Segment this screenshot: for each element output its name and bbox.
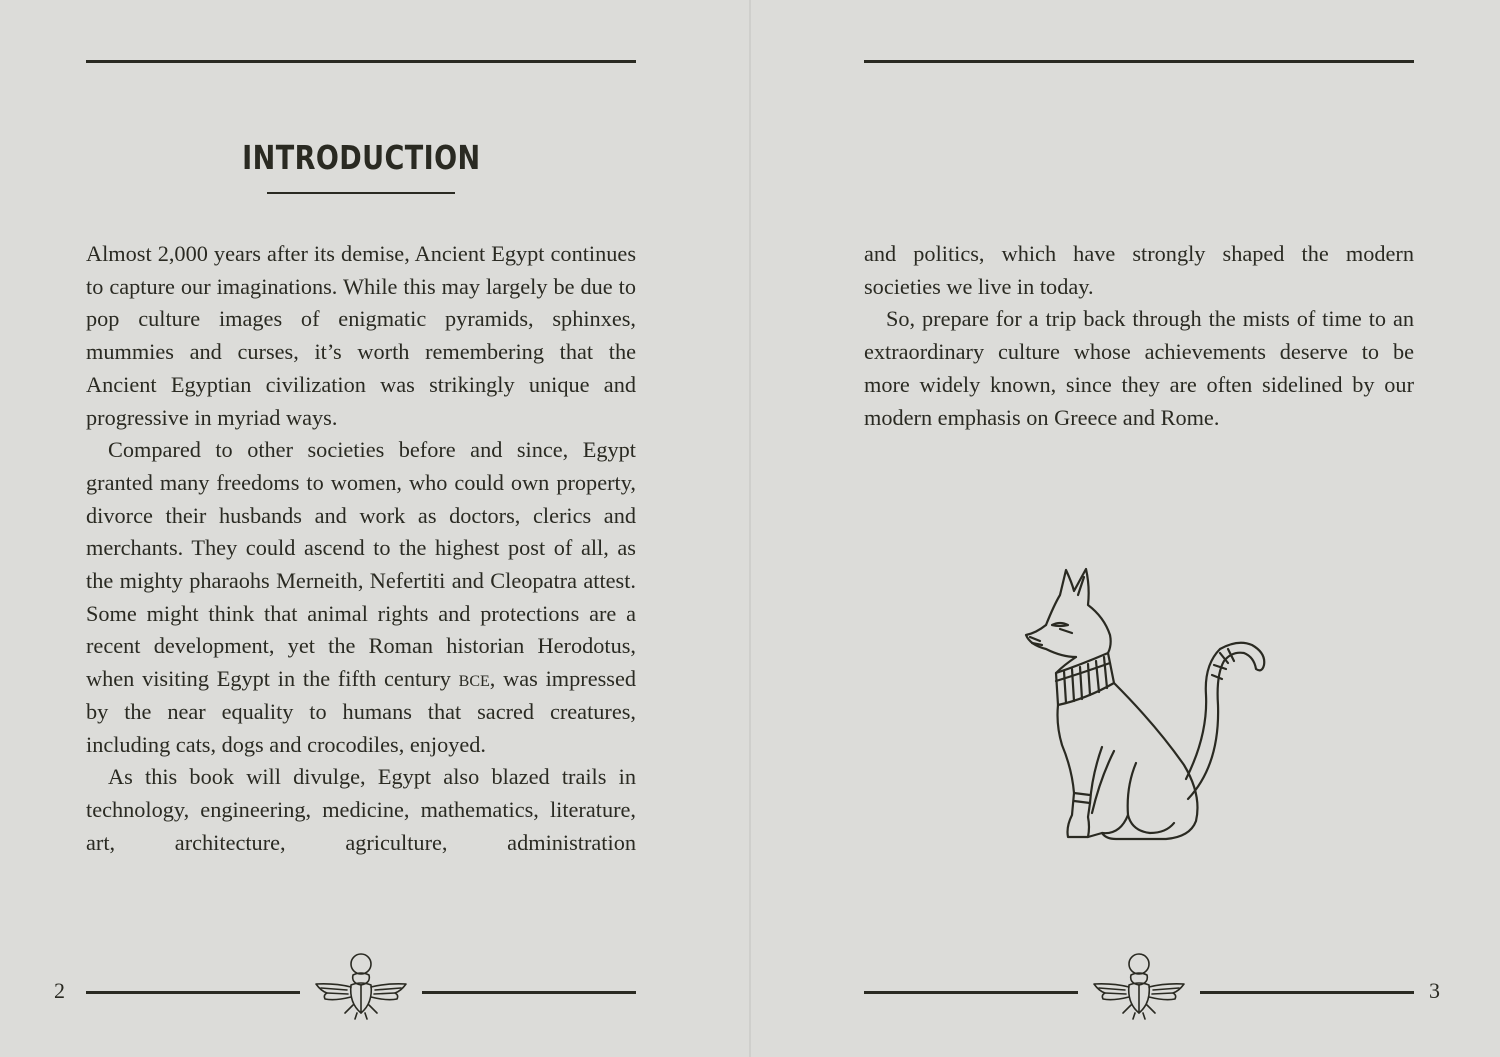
chapter-title: INTRODUCTION [241,138,481,177]
paragraph: and politics, which have strongly shaped the modern societies we live in today. [864,241,1414,299]
page-number: 2 [54,978,65,1003]
heading-underline [267,192,455,194]
footer-rule [422,991,636,994]
page-number: 3 [1429,978,1440,1003]
left-page [0,0,749,1057]
top-rule [86,60,636,63]
body-text-left [86,238,636,859]
chapter-heading [86,138,636,177]
paragraph: Compared to other societies before and since, Egypt granted many freedoms to women, who could own property, divorce their husbands and work as doctors, clerics and merchants. They could ascend to the highest post of all, as the mighty pharaohs Merneith, Nefertiti and Cleopatra attest. Some might think that animal rights and protections are a recent development, yet the Roman historian Herodotus, when visiting Egypt in the fifth century bce, was impressed by the near equality to humans that sacred creatures, including cats, dogs and crocodiles, enjoyed. [86,437,636,757]
scarab-icon [313,951,409,1023]
paragraph: As this book will divulge, Egypt also blazed trails in technology, engineering, medicine, mathematics, literature, art, architecture, agriculture, administration [86,764,636,855]
cat-icon [1016,565,1276,845]
footer-rule [86,991,300,994]
top-rule [864,60,1414,63]
paragraph: So, prepare for a trip back through the mists of time to an extraordinary culture whose achievements deserve to be more widely known, since they are often sidelined by our modern emphasis on Greece and Rome. [864,306,1414,430]
right-page [751,0,1500,1057]
footer-rule [1200,991,1414,994]
body-text-right [864,238,1414,434]
footer-rule [864,991,1078,994]
scarab-icon [1091,951,1187,1023]
era-abbreviation: bce [458,666,490,692]
paragraph: Almost 2,000 years after its demise, Ancient Egypt continues to capture our imaginations. While this may largely be due to pop culture images of enigmatic pyramids, sphinxes, mummies and curses, it’s worth remembering that the Ancient Egyptian civilization was strikingly unique and progressive in myriad ways. [86,241,636,430]
